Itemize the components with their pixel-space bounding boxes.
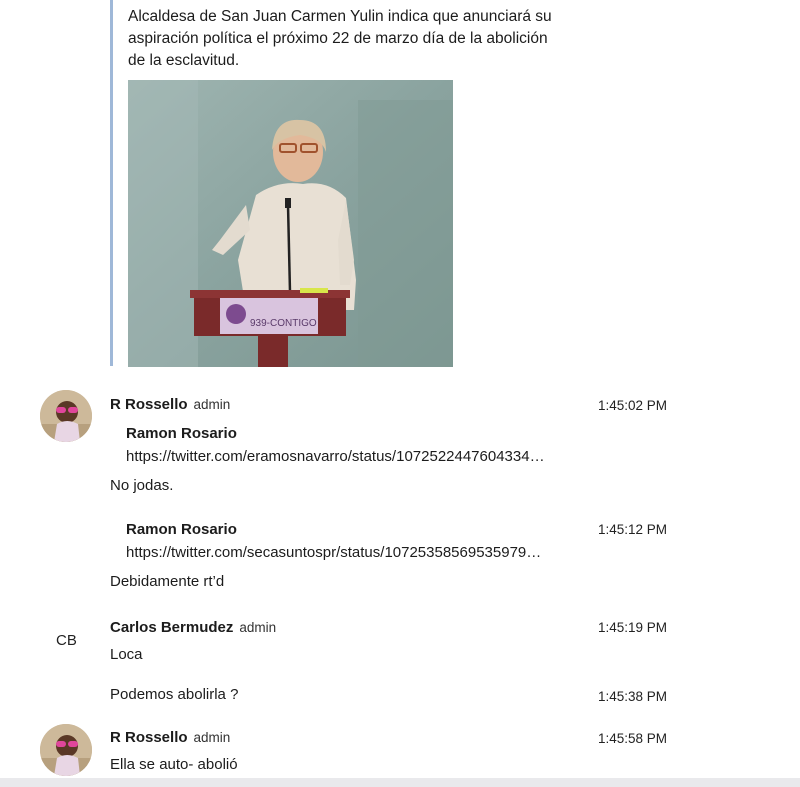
message-timestamp: 1:45:02 PM bbox=[598, 398, 668, 413]
message-text: No jodas. bbox=[110, 477, 174, 494]
avatar-child-icon bbox=[40, 390, 92, 442]
message-timestamp: 1:45:58 PM bbox=[598, 731, 668, 746]
photo-illustration bbox=[128, 80, 453, 367]
sender-name[interactable]: R Rossello admin bbox=[110, 396, 231, 413]
sender-name[interactable]: R Rossello admin bbox=[110, 729, 231, 746]
podium-label: 939-CONTIGO bbox=[250, 318, 317, 329]
role-badge: admin bbox=[193, 397, 231, 412]
message-text: Loca bbox=[110, 646, 143, 663]
tweet-link[interactable]: https://twitter.com/eramosnavarro/status/1072522447604334… bbox=[126, 448, 545, 465]
role-badge: admin bbox=[193, 730, 231, 745]
message-photo[interactable] bbox=[128, 80, 453, 367]
avatar[interactable] bbox=[40, 724, 92, 776]
avatar-child-icon bbox=[40, 724, 92, 776]
message-timestamp: 1:45:12 PM bbox=[598, 522, 668, 537]
bottom-divider bbox=[0, 778, 800, 787]
sender-name[interactable]: Carlos Bermudez admin bbox=[110, 619, 277, 636]
message-text: Debidamente rt’d bbox=[110, 573, 225, 590]
quote-bar bbox=[110, 0, 113, 366]
message-text: Ella se auto- abolió bbox=[110, 756, 238, 773]
avatar-initials[interactable]: CB bbox=[56, 632, 77, 649]
message-timestamp: 1:45:19 PM bbox=[598, 620, 668, 635]
role-badge: admin bbox=[239, 620, 277, 635]
message-text: Podemos abolirla ? bbox=[110, 686, 239, 703]
message-timestamp: 1:45:38 PM bbox=[598, 689, 668, 704]
quoted-message-text: Alcaldesa de San Juan Carmen Yulin indica que anunciará su aspiración política el próximo 22 de marzo día de la abolición de la esclavitud. bbox=[128, 8, 552, 69]
forwarded-sender-name: Ramon Rosario bbox=[126, 425, 237, 442]
tweet-link[interactable]: https://twitter.com/secasuntospr/status/10725358569535979… bbox=[126, 544, 542, 561]
avatar[interactable] bbox=[40, 390, 92, 442]
forwarded-sender-name: Ramon Rosario bbox=[126, 521, 237, 538]
